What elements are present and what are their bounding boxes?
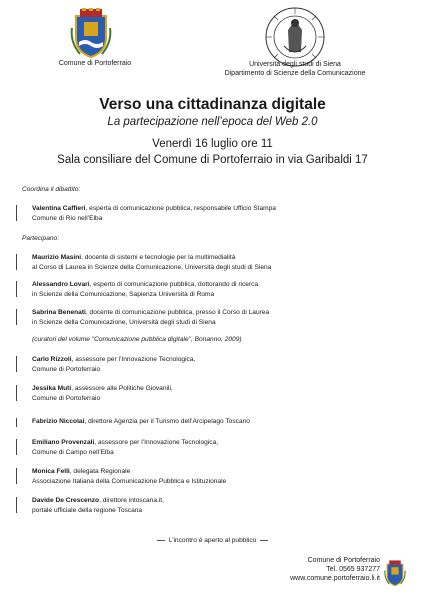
divider	[157, 540, 165, 541]
participant-role: , assessore per l’Innovazione Tecnologica,	[71, 356, 196, 363]
participant-name: Emiliano Provenzali	[32, 439, 95, 446]
participant-affiliation: al Corso di Laurea in Scienze della Comunicazione, Università degli studi di Siena	[32, 263, 272, 271]
coordinator-role: , esperta di comunicazione pubblica, responsabile Ufficio Stampa	[85, 205, 276, 212]
participant-affiliation: Comune di Portoferraio	[32, 365, 101, 373]
participant-role: , docente di comunicazione pubblica, presso il Corso di Laurea	[85, 309, 270, 316]
event-subtitle: La partecipazione nell’epoca del Web 2.0	[107, 116, 318, 128]
participant-affiliation: in Scienze della Comunicazione, Sapienza Università di Roma	[32, 290, 215, 298]
event-location: Sala consiliare del Comune di Portoferraio in via Garibaldi 17	[57, 154, 368, 166]
participant-name: Fabrizio Niccolai	[32, 418, 85, 425]
participant-affiliation: in Scienze della Comunicazione, Università degli studi di Siena	[32, 318, 216, 326]
participant-entry	[16, 496, 406, 516]
participant-role: , docente di sistemi e tecnologie per la multimedialità	[81, 254, 236, 261]
participant-entry	[16, 253, 406, 273]
participant-affiliation: Associazione Italiana della Comunicazione Pubblica e Istituzionale	[32, 477, 227, 485]
coordinator-label: Coordina il dibattito:	[22, 186, 81, 193]
participant-role: , direttore Agenzia per il Turismo dell’Arcipelago Toscano	[84, 418, 250, 425]
department-name: Dipartimento di Scienze della Comunicazione	[224, 70, 366, 77]
participant-affiliation: Comune di Campo nell’Elba	[32, 448, 114, 456]
participant-affiliation: portale ufficiale della regione Toscana	[32, 506, 143, 514]
participant-entry	[16, 280, 406, 300]
participant-entry	[16, 355, 406, 375]
participant-role: , direttore intoscana.it,	[99, 497, 164, 504]
participant-entry	[16, 308, 406, 328]
participant-role: , assessore per l’Innovazione Tecnologica,	[94, 439, 219, 446]
footer-phone: Tel. 0565 937277	[326, 566, 380, 573]
participant-entry	[16, 417, 406, 429]
participant-name: Carlo Rizzoli	[32, 356, 72, 363]
footer-organization: Comune di Portoferraio	[307, 557, 380, 564]
participant-name: Alessandro Lovari	[32, 281, 90, 288]
divider	[260, 540, 268, 541]
participant-name: Monica Felli	[32, 468, 70, 475]
footer-contacts	[250, 556, 380, 583]
participant-name: Davide De Crescenzo	[32, 497, 100, 504]
entry-bar	[16, 205, 17, 221]
participant-name: Sabrina Benenati	[32, 309, 86, 316]
participant-name: Jessika Muti	[32, 385, 72, 392]
curators-note: (curatori del volume "Comunicazione pubblica digitale", Bonanno, 2009)	[32, 336, 242, 343]
portoferraio-small-crest-icon	[384, 559, 406, 587]
university-name: Università degli studi di Siena	[249, 61, 341, 68]
public-note-text: L’incontro è aperto al pubblico	[168, 537, 257, 544]
participant-role: , esperto di comunicazione pubblica, dottorando di ricerca	[89, 281, 259, 288]
portoferraio-crest-icon	[70, 8, 112, 58]
participant-name: Maurizio Masini	[32, 254, 82, 261]
participant-role: , delegata Regionale	[69, 468, 131, 475]
coordinator-entry	[16, 204, 406, 224]
participant-affiliation: Comune di Portoferraio	[32, 394, 101, 402]
participant-entry	[16, 467, 406, 487]
coordinator-affiliation: Comune di Rio nell’Elba	[32, 214, 103, 222]
footer-website: www.comune.portoferraio.li.it	[290, 575, 380, 582]
participant-entry	[16, 384, 406, 404]
participant-entry	[16, 438, 406, 458]
event-date-time: Venerdì 16 luglio ore 11	[152, 138, 273, 150]
public-note	[0, 537, 425, 544]
university-seal-icon	[264, 6, 326, 68]
participants-label: Partecipano:	[22, 235, 60, 242]
left-organization-name: Comune di Portoferraio	[58, 60, 132, 67]
participant-role: , assessore alle Politiche Giovanili,	[71, 385, 173, 392]
event-title: Verso una cittadinanza digitale	[99, 96, 326, 113]
right-organization-name	[210, 60, 380, 78]
coordinator-name: Valentina Caffieri	[32, 205, 86, 212]
